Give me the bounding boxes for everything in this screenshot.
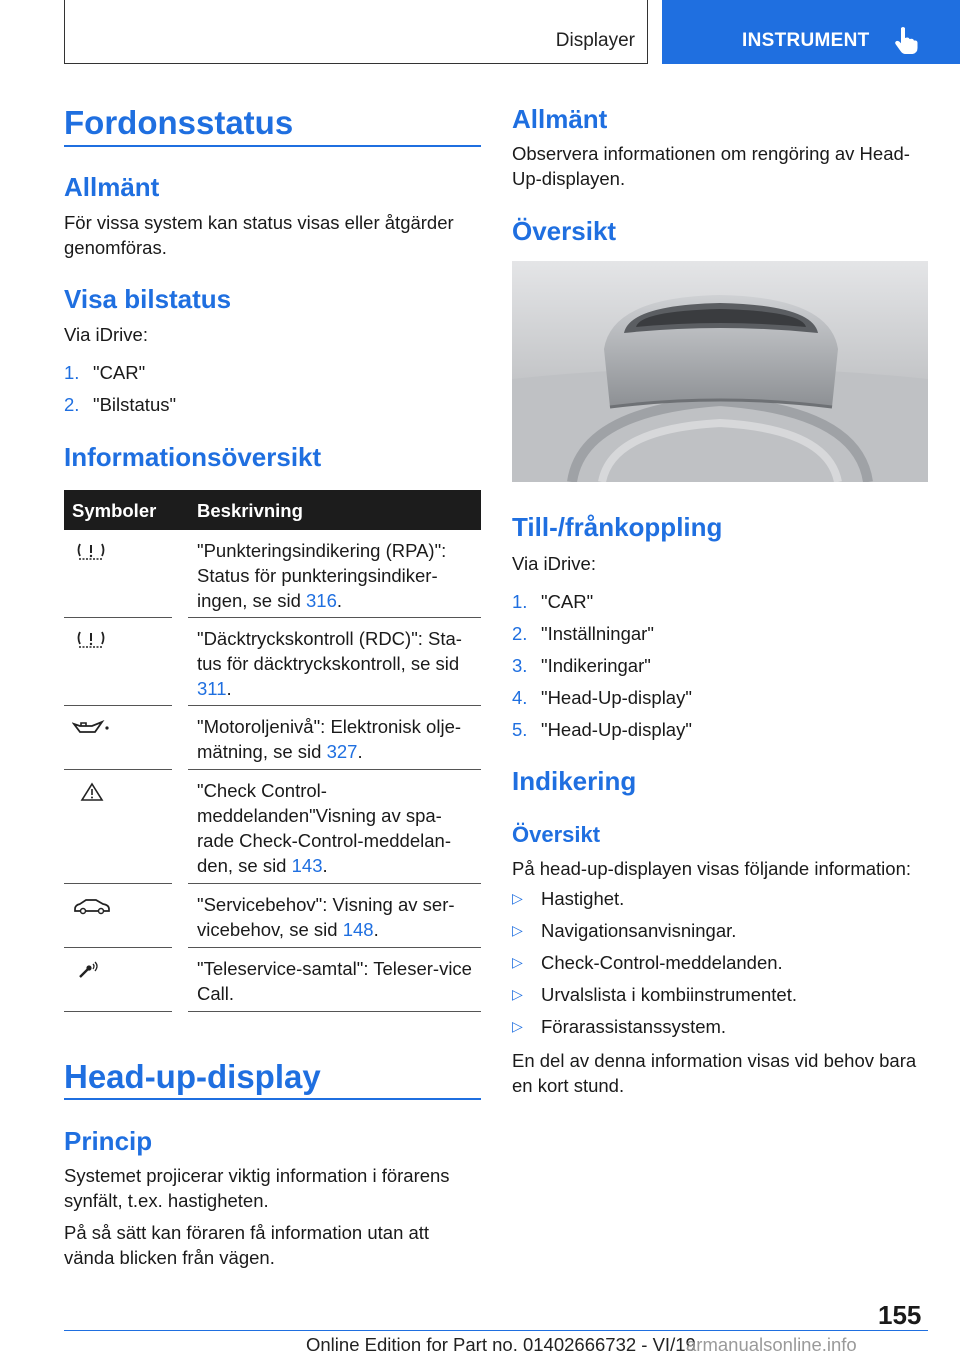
page-title: Fordonsstatus [64,104,294,141]
table-row [64,884,481,948]
oversikt-text: På head-up-displayen visas följande information: [512,858,912,879]
row-description: "Servicebehov": Visning av ser-vicebehov, se sid 148. [197,894,455,940]
list-item: ▷ Navigationsanvisningar. [512,920,737,941]
list-item: 3. "Indikeringar" [512,655,651,676]
table-row [64,530,481,618]
header-chapter-label: INSTRUMENT [742,30,870,51]
allmant-heading: Allmänt [64,172,160,202]
list-item: ▷ Check-Control-meddelanden. [512,952,783,973]
page-link[interactable]: 316 [306,590,337,611]
hud-title: Head-up-display [64,1058,321,1095]
list-item: 4. "Head-Up-display" [512,687,692,708]
princip-heading: Princip [64,1126,153,1156]
till-steps-list [512,591,928,751]
page-link[interactable]: 143 [291,855,323,876]
allmant-text: För vissa system kan status visas eller åtgärder genomföras. [64,212,454,258]
watermark: armanualsonline.info [686,1334,857,1355]
informationsoversikt-heading: Informationsöversikt [64,442,322,472]
header-section-tab [64,0,648,64]
bullet-triangle-icon: ▷ [512,890,523,906]
list-item: 1. "CAR" [512,591,594,612]
header-chapter-tab [662,0,960,64]
page-link[interactable]: 311 [197,678,227,699]
bullet-triangle-icon: ▷ [512,1018,523,1034]
princip-text-2: På så sätt kan föraren få information utan att vända blicken från vägen. [64,1222,430,1268]
page-link[interactable]: 148 [342,919,374,940]
table-row [64,618,481,706]
till-intro: Via iDrive: [512,553,596,574]
list-item: 5. "Head-Up-display" [512,719,692,740]
symbol-table [64,490,481,1012]
warning-triangle-icon [72,782,112,802]
footer-rule [64,1330,928,1331]
header-section-label: Displayer [555,30,635,51]
row-description: "Motoroljenivå": Elektronisk olje-mätning, se sid 327. [197,716,462,762]
hud-title-rule [64,1098,481,1100]
list-item: 2. "Bilstatus" [64,394,177,415]
row-description: "Check Control-meddelanden"Visning av spa-rade Check-Control-meddelan-den, se sid 143. [197,780,451,876]
indikering-heading: Indikering [512,766,637,796]
title-rule [64,145,481,147]
row-description: "Däcktryckskontroll (RDC)": Sta-tus för däcktryckskontroll, se sid 311. [197,628,462,699]
page-number: 155 [878,1300,922,1330]
car-service-icon [72,896,112,916]
hud-info-list [512,888,928,1048]
row-description: "Teleservice-samtal": Teleser-vice Call. [197,958,472,1004]
till-franskoppling-heading: Till-/frånkoppling [512,512,723,542]
visa-intro: Via iDrive: [64,324,148,345]
list-item: ▷ Förarassistanssystem. [512,1016,727,1037]
right-allmant-text: Observera informationen om rengöring av Head-Up-displayen. [512,143,910,189]
bullet-triangle-icon: ▷ [512,986,523,1002]
visa-steps-list [64,362,481,426]
tire-pressure-warning-icon [72,630,112,650]
edition-text: Online Edition for Part no. 01402666732 - VI/19 [306,1334,696,1355]
visa-bilstatus-heading: Visa bilstatus [64,284,232,314]
table-row [64,770,481,884]
hud-unit-image [512,261,928,482]
bullet-triangle-icon: ▷ [512,922,523,938]
row-description: "Punkteringsindikering (RPA)": Status för punkteringsindiker-ingen, se sid 316. [197,540,447,611]
hud-photo [512,261,928,482]
pointing-hand-icon [894,26,920,54]
oversikt-subheading: Översikt [512,822,601,847]
column-header-description: Beskrivning [197,500,303,521]
list-item: 1. "CAR" [64,362,146,383]
oil-can-icon [72,718,112,738]
list-item: ▷ Hastighet. [512,888,625,909]
wrench-call-icon [72,960,112,980]
bullet-triangle-icon: ▷ [512,954,523,970]
list-item: 2. "Inställningar" [512,623,654,644]
tire-pressure-warning-icon [72,542,112,562]
list-item: ▷ Urvalslista i kombiinstrumentet. [512,984,797,1005]
princip-text-1: Systemet projicerar viktig information i förarens synfält, t.ex. hastigheten. [64,1165,450,1211]
page-link[interactable]: 327 [326,741,358,762]
right-allmant-heading: Allmänt [512,104,608,134]
column-header-symbols: Symboler [72,500,157,521]
closing-text: En del av denna information visas vid behov bara en kort stund. [512,1050,917,1096]
table-row [64,948,481,1012]
table-header [64,490,481,530]
table-row [64,706,481,770]
oversikt-heading: Översikt [512,216,617,246]
